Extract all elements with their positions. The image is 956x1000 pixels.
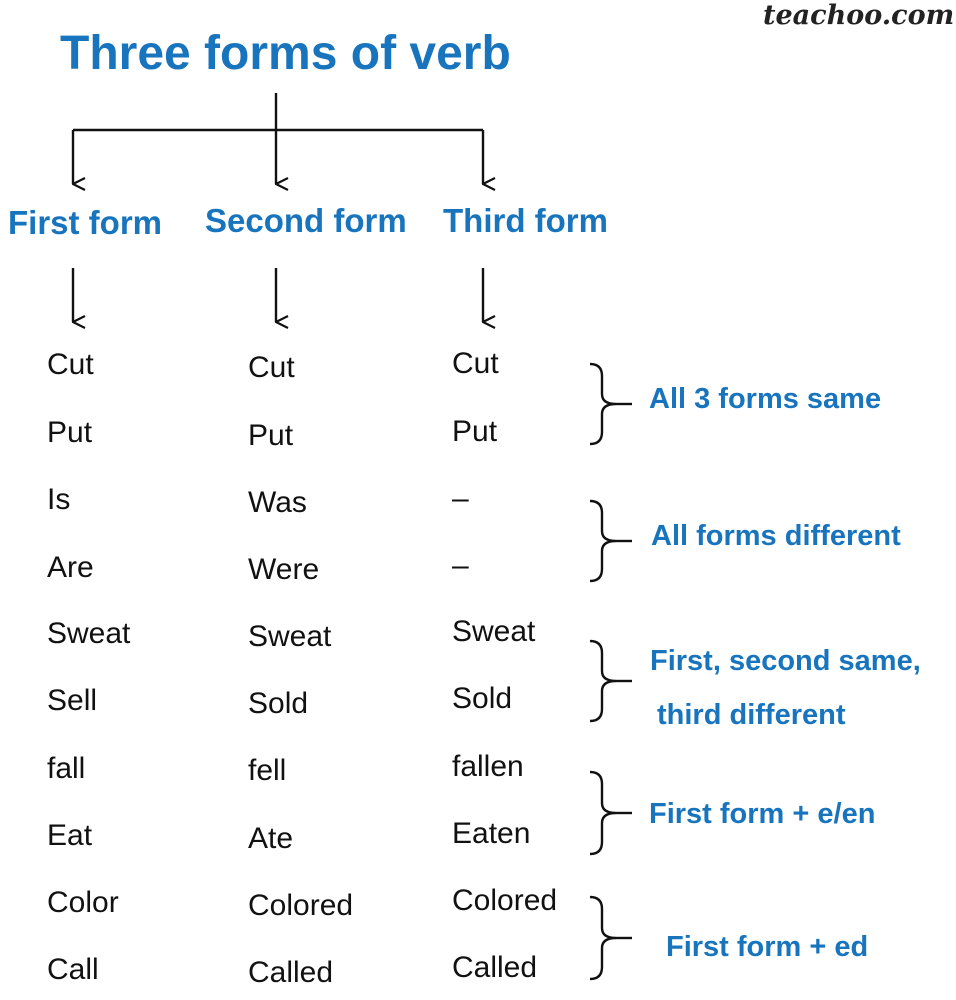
group-note-5 [666, 920, 868, 974]
verb-form-cell: Were [248, 553, 320, 586]
group-note-line: third different [657, 699, 846, 731]
verb-form-cell: fall [47, 752, 86, 785]
verb-form-cell: Is [47, 483, 71, 516]
diagram-title: Three forms of verb [60, 27, 511, 80]
group-note-3 [650, 634, 921, 742]
verb-form-cell: Put [47, 416, 93, 449]
verb-form-cell: Call [47, 953, 99, 986]
verb-form-cell: Put [452, 415, 498, 448]
verb-form-cell: fell [248, 754, 287, 787]
group-note-line: First, second same, [650, 645, 921, 677]
verb-form-cell: Color [47, 886, 119, 919]
verb-form-cell: Colored [248, 889, 354, 922]
verb-form-cell: – [452, 549, 469, 582]
verb-form-cell: Colored [452, 884, 558, 917]
verb-form-cell: Cut [47, 348, 94, 381]
verb-form-cell: Sweat [452, 615, 536, 648]
verb-form-cell: Ate [248, 822, 294, 855]
group-note-line: All 3 forms same [649, 383, 882, 415]
verb-form-cell: Sold [248, 687, 309, 720]
column-header-3: Third form [443, 202, 608, 239]
verb-form-cell: Eat [47, 819, 93, 852]
group-note-1 [649, 372, 881, 426]
group-brace-2 [590, 501, 616, 581]
verb-form-cell: Cut [452, 347, 499, 380]
group-brace-5 [590, 897, 616, 979]
verb-form-cell: Called [452, 951, 538, 984]
group-note-4 [649, 787, 875, 841]
verb-form-cell: Cut [248, 351, 295, 384]
group-note-2 [651, 509, 901, 563]
verb-form-cell: – [452, 482, 469, 515]
verb-form-cell: Was [248, 486, 307, 519]
verb-form-cell: Sold [452, 682, 513, 715]
group-brace-4 [590, 772, 616, 854]
verb-form-cell: fallen [452, 750, 524, 783]
verb-form-cell: Sweat [248, 620, 332, 653]
verb-form-cell: Called [248, 956, 334, 989]
verb-form-cell: Eaten [452, 817, 531, 850]
group-brace-1 [590, 364, 616, 444]
verb-form-cell: Sweat [47, 617, 131, 650]
column-header-2: Second form [205, 202, 407, 239]
verb-form-cell: Sell [47, 684, 98, 717]
teachoo-logo: teachoo.com [763, 0, 955, 31]
verb-form-cell: Are [47, 551, 94, 584]
column-header-1: First form [8, 204, 163, 241]
verb-form-cell: Put [248, 419, 294, 452]
group-note-line: First form + e/en [649, 798, 876, 830]
group-note-line: All forms different [651, 520, 901, 552]
group-brace-3 [590, 641, 616, 721]
group-note-line: First form + ed [666, 931, 869, 963]
